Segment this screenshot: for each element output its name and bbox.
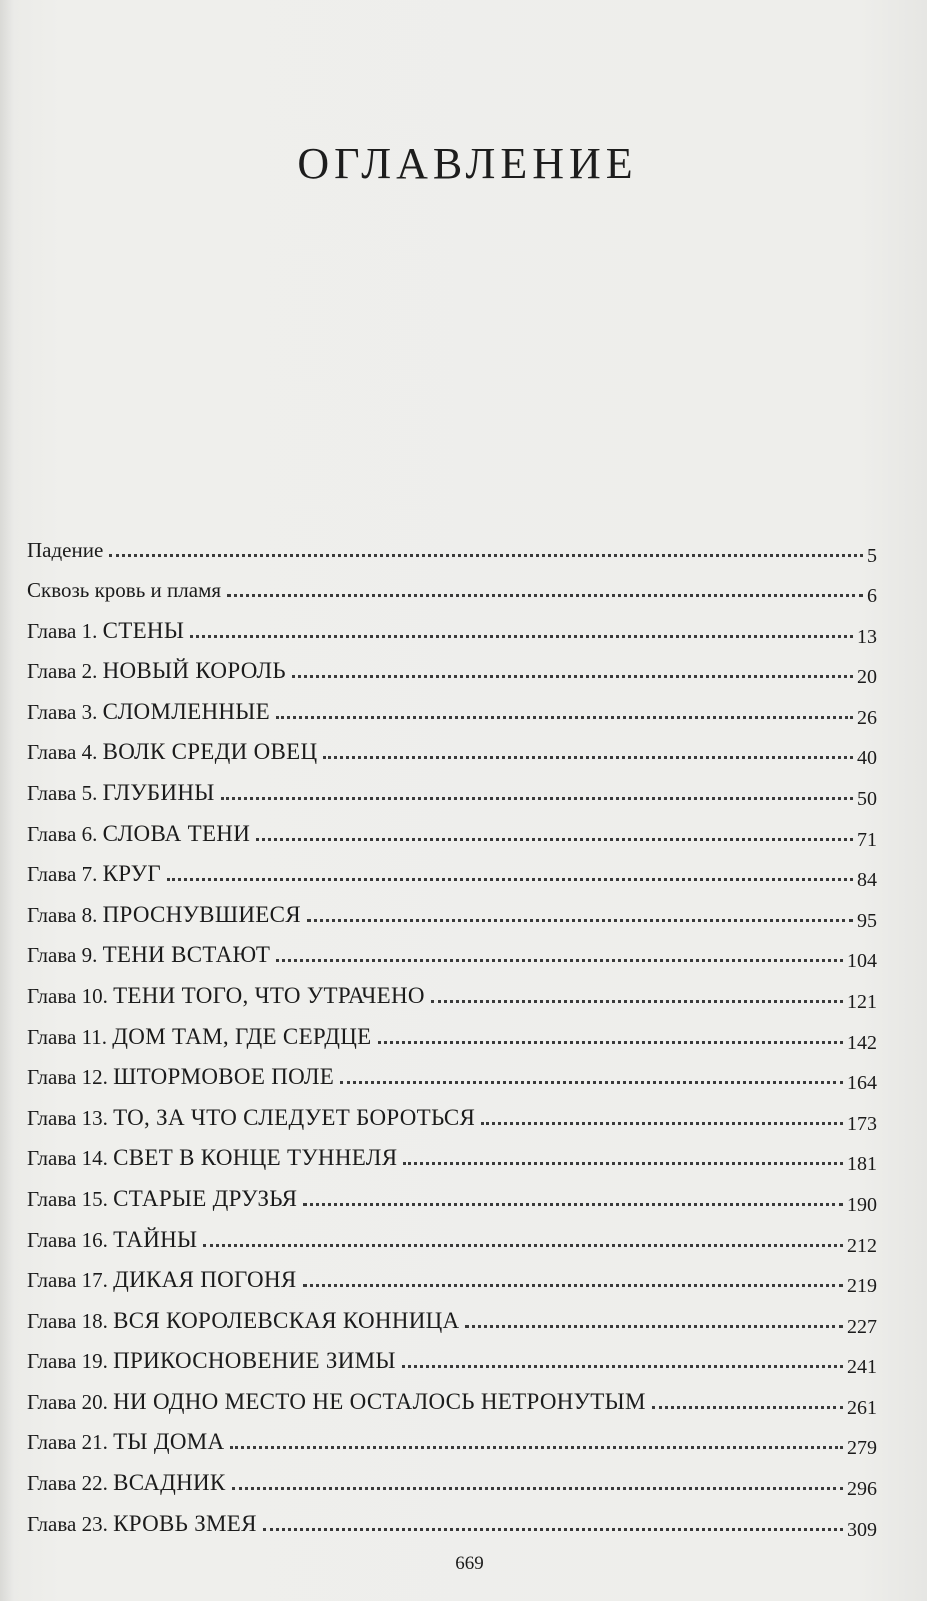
toc-entry-chapter-name: СТАРЫЕ ДРУЗЬЯ [113,1185,298,1211]
dot-leader [276,959,843,962]
toc-entry-chapter-name: СТЕНЫ [102,617,185,643]
toc-entry-title [27,1228,197,1252]
toc-entry-title [27,984,425,1008]
toc-entry-title [27,943,270,967]
toc-entry-page-number: 121 [847,990,877,1013]
toc-entry-title [27,1309,459,1333]
dot-leader [481,1122,843,1125]
toc-entry-prefix: Глава 12. [27,1065,114,1090]
toc-entry [27,602,877,648]
dot-leader [109,554,863,557]
toc-entry-prefix: Глава 3. [27,699,103,724]
toc-entry [27,1252,877,1298]
toc-entry-chapter-name: ШТОРМОВОЕ ПОЛЕ [113,1064,335,1090]
toc-entry-page-number: 104 [847,950,877,973]
toc-entry-chapter-name: НОВЫЙ КОРОЛЬ [102,658,286,684]
toc-entry-prefix: Глава 13. [27,1105,114,1130]
toc-entry-prefix: Глава 21. [27,1430,114,1455]
toc-entry [27,1373,877,1419]
dot-leader [465,1325,843,1328]
toc-entry-prefix: Глава 20. [27,1389,114,1414]
toc-entry-prefix: Глава 11. [27,1024,113,1049]
toc-entry [27,886,877,932]
toc-entry-prefix: Глава 19. [27,1349,114,1374]
toc-entry-title [27,700,270,724]
toc-entry [27,764,877,810]
toc-entry-prefix: Глава 7. [27,862,103,887]
toc-entry [27,1333,877,1379]
toc-entry [27,522,877,567]
toc-entry-page-number: 181 [847,1153,877,1176]
toc-entry-page-number: 142 [847,1031,877,1054]
dot-leader [652,1406,843,1409]
dot-leader [256,838,853,841]
toc-entry-page-number: 40 [857,747,877,770]
toc-entry-chapter-name: СЛОМЛЕННЫЕ [102,698,270,724]
toc-entry-chapter-name: ДОМ ТАМ, ГДЕ СЕРДЦЕ [112,1023,372,1049]
toc-entry-title [27,619,184,643]
toc-entry-chapter-name: ВСАДНИК [113,1470,226,1496]
toc-entry-title [27,822,250,846]
toc-entry-chapter-name: НИ ОДНО МЕСТО НЕ ОСТАЛОСЬ НЕТРОНУТЫМ [113,1388,646,1414]
toc-entry-title [27,578,221,602]
dot-leader [323,756,853,759]
toc-entry-title [27,1268,297,1292]
toc-entry-prefix: Глава 8. [27,902,103,927]
dot-leader [232,1487,843,1490]
toc-entry-page-number: 296 [847,1478,877,1501]
toc-entry-title [27,740,317,764]
toc-entry-prefix: Глава 14. [27,1146,114,1171]
toc-entry-page-number: 190 [847,1193,877,1216]
toc-entry [27,1049,877,1095]
toc-entry-prefix: Глава 10. [27,983,114,1008]
toc-entry-title [27,1146,397,1170]
toc-entry [27,1495,877,1541]
dot-leader [227,594,863,597]
toc-entry-prefix: Падение [27,538,104,562]
toc-entry-title [27,1025,372,1049]
dot-leader [167,878,853,881]
toc-entry-page-number: 71 [857,828,877,851]
toc-entry-chapter-name: ТО, ЗА ЧТО СЛЕДУЕТ БОРОТЬСЯ [113,1104,476,1130]
toc-entry-prefix: Глава 4. [27,740,103,765]
toc-entry-prefix: Глава 2. [27,659,103,684]
toc-entry-page-number: 261 [847,1396,877,1419]
dot-leader [230,1446,843,1449]
toc-entry-chapter-name: СВЕТ В КОНЦЕ ТУННЕЛЯ [113,1145,398,1171]
dot-leader [221,797,853,800]
toc-entry-title [27,1106,475,1130]
toc-entry-title [27,1471,226,1495]
toc-entry-title [27,781,215,805]
toc-entry-page-number: 50 [857,787,877,810]
toc-entry [27,1170,877,1216]
toc-entry-page-number: 309 [847,1518,877,1541]
toc-entry [27,1211,877,1257]
toc-entry-chapter-name: ПРИКОСНОВЕНИЕ ЗИМЫ [113,1348,396,1374]
toc-entry-prefix: Глава 23. [27,1511,114,1536]
toc-entry [27,805,877,851]
toc-entry-chapter-name: ВСЯ КОРОЛЕВСКАЯ КОННИЦА [113,1307,460,1333]
toc-entry-chapter-name: ТЫ ДОМА [113,1429,225,1455]
dot-leader [403,1162,843,1165]
toc-entry-chapter-name: ТЕНИ ВСТАЮТ [102,942,271,968]
dot-leader [203,1244,843,1247]
toc-entry-title [27,1187,297,1211]
dot-leader [307,919,853,922]
toc-entry-chapter-name: СЛОВА ТЕНИ [102,820,251,846]
toc-entry [27,683,877,729]
toc-entry-chapter-name: КРОВЬ ЗМЕЯ [113,1510,257,1536]
toc-entry-title [27,1065,334,1089]
dot-leader [378,1041,843,1044]
dot-leader [303,1284,843,1287]
toc-entry-prefix: Глава 5. [27,780,103,805]
toc-entry-page-number: 212 [847,1234,877,1257]
toc-entry-title [27,1390,646,1414]
toc-entry-page-number: 26 [857,706,877,729]
toc-entry [27,1414,877,1460]
toc-entry-prefix: Глава 15. [27,1186,114,1211]
toc-entry-chapter-name: КРУГ [102,861,161,887]
toc-entry-chapter-name: ВОЛК СРЕДИ ОВЕЦ [102,739,318,765]
toc-entry-title [27,538,103,562]
dot-leader [263,1528,843,1531]
toc-entry [27,1292,877,1338]
toc-entry-chapter-name: ПРОСНУВШИЕСЯ [102,901,301,927]
toc-entry [27,1454,877,1501]
toc-entry [27,846,877,892]
toc-entry-page-number: 173 [847,1112,877,1135]
dot-leader [276,716,853,719]
toc-entry [27,1130,877,1176]
toc-entry-title [27,1430,224,1454]
toc-entry-page-number: 279 [847,1437,877,1460]
toc-entry-page-number: 219 [847,1275,877,1298]
toc-entry-prefix: Сквозь кровь и пламя [27,578,222,602]
toc-entry [27,1008,877,1054]
toc-entry-title [27,903,301,927]
dot-leader [190,635,853,638]
toc-entry [27,927,877,973]
toc-entry-title [27,862,161,886]
toc-entry [27,967,877,1013]
toc-entry-prefix: Глава 6. [27,821,103,846]
dot-leader [340,1081,843,1084]
toc-entry-page-number: 6 [867,585,877,607]
toc-entry [27,562,877,607]
toc-entry-prefix: Глава 17. [27,1268,114,1293]
toc-entry-page-number: 95 [857,909,877,932]
toc-entry-page-number: 13 [857,625,877,648]
toc-entry-page-number: 164 [847,1072,877,1095]
toc-entry-prefix: Глава 18. [27,1308,114,1333]
toc-entry-chapter-name: ТЕНИ ТОГО, ЧТО УТРАЧЕНО [113,982,425,1008]
page-title: ОГЛАВЛЕНИЕ [297,139,638,188]
toc-entry-title [27,1512,257,1536]
toc-entry [27,724,877,770]
toc-entry-prefix: Глава 9. [27,943,103,968]
toc-entry-chapter-name: ДИКАЯ ПОГОНЯ [113,1267,297,1293]
toc-entry-title [27,659,286,683]
toc-entry [27,1089,877,1135]
toc-entry-chapter-name: ТАЙНЫ [113,1226,198,1252]
toc-entry-page-number: 5 [867,545,877,567]
dot-leader [402,1365,843,1368]
toc-entry [27,643,877,689]
toc-entry-page-number: 227 [847,1315,877,1338]
toc-entry-title [27,1349,396,1373]
dot-leader [303,1203,843,1206]
toc-entry-prefix: Глава 16. [27,1227,114,1252]
toc-entry-prefix: Глава 22. [27,1471,114,1496]
toc-entry-prefix: Глава 1. [27,618,103,643]
page-number: 669 [455,1553,484,1574]
toc-entry-page-number: 20 [857,666,877,689]
toc-entry-page-number: 84 [857,869,877,892]
dot-leader [292,675,853,678]
toc-entry-page-number: 241 [847,1356,877,1379]
table-of-contents [27,522,877,1541]
dot-leader [431,1000,843,1003]
toc-entry-chapter-name: ГЛУБИНЫ [102,779,215,805]
